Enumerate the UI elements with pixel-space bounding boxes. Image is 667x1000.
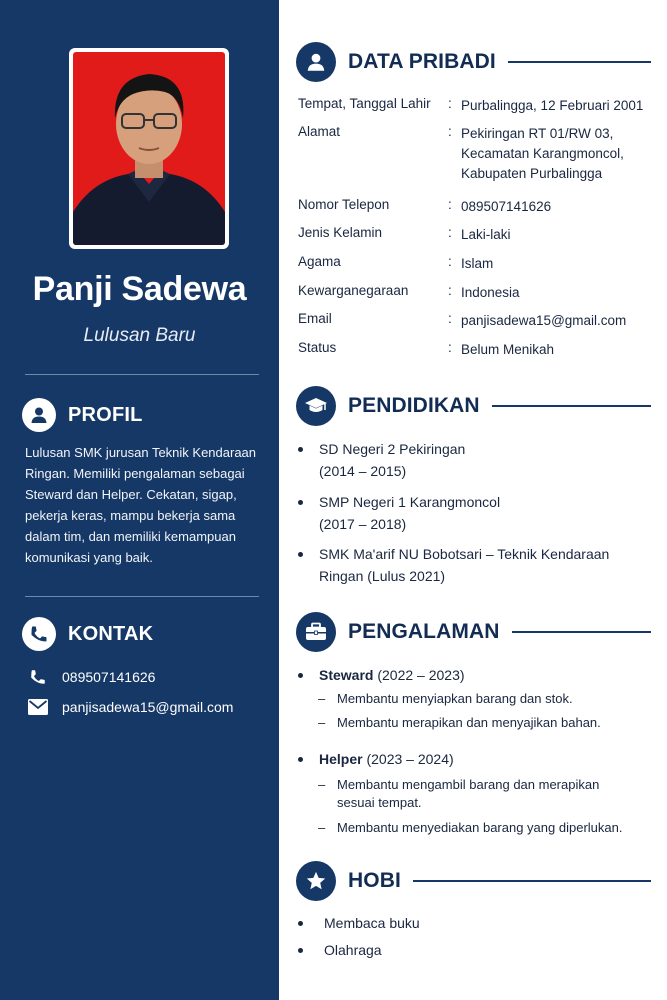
contact-heading-label: KONTAK [68, 622, 154, 645]
sidebar [0, 0, 279, 1000]
education-period: (2014 – 2015) [319, 463, 407, 479]
experience-heading-label: PENGALAMAN [348, 620, 500, 643]
info-key: Email [298, 311, 332, 326]
contact-email: panjisadewa15@gmail.com [62, 699, 234, 715]
heading-rule [508, 61, 651, 63]
info-value: panjisadewa15@gmail.com [461, 313, 627, 328]
job-period: (2023 – 2024) [366, 751, 454, 767]
profile-heading [22, 398, 143, 432]
hobby-text: Olahraga [324, 942, 382, 958]
info-colon: : [448, 96, 452, 111]
phone-icon [22, 617, 56, 651]
info-colon: : [448, 197, 452, 212]
info-colon: : [448, 283, 452, 298]
info-colon: : [448, 340, 452, 355]
bullet-dot [298, 948, 303, 953]
experience-heading [296, 612, 651, 652]
education-school: SD Negeri 2 Pekiringan [319, 441, 466, 457]
info-colon: : [448, 124, 452, 139]
briefcase-icon [296, 612, 336, 652]
job-task-text: Membantu mengambil barang dan merapikan sesuai tempat. [337, 777, 600, 810]
personal-data-heading-label: DATA PRIBADI [348, 50, 496, 73]
education-heading [296, 386, 651, 426]
heading-rule [492, 405, 651, 407]
info-value: Indonesia [461, 285, 520, 300]
heading-rule [512, 631, 652, 633]
info-key: Status [298, 340, 337, 355]
info-value: Laki-laki [461, 227, 511, 242]
phone-icon [28, 667, 48, 687]
profile-photo [73, 52, 225, 245]
info-key: Kewarganegaraan [298, 283, 409, 298]
contact-heading [22, 617, 153, 651]
job-period: (2022 – 2023) [377, 667, 465, 683]
profile-heading-label: PROFIL [68, 403, 143, 426]
job-task-text: Membantu merapikan dan menyajikan bahan. [337, 715, 601, 730]
bullet-dot [298, 552, 303, 557]
hobbies-heading [296, 861, 651, 901]
profile-text: Lulusan SMK jurusan Teknik Kendaraan Ringan. Memiliki pengalaman sebagai Steward dan Helper. Cekatan, sigap, pekerja keras, mampu bekerja sama dalam tim, dan memiliki kemampuan komunikasi yang baik. [25, 445, 257, 565]
bullet-dot [298, 447, 303, 452]
bullet-dot [298, 921, 303, 926]
info-value: Pekiringan RT 01/RW 03, Kecamatan Karangmoncol, Kabupaten Purbalingga [461, 126, 624, 181]
sidebar-divider [25, 596, 259, 597]
job-task-text: Membantu menyiapkan barang dan stok. [337, 691, 573, 706]
candidate-subtitle: Lulusan Baru [83, 325, 196, 346]
info-value: Purbalingga, 12 Februari 2001 [461, 98, 644, 113]
profile-photo-frame [69, 48, 229, 249]
info-colon: : [448, 311, 452, 326]
contact-phone-row [28, 667, 155, 687]
job-role: Steward [319, 667, 374, 683]
bullet-dot [298, 500, 303, 505]
sidebar-divider [25, 374, 259, 375]
info-colon: : [448, 225, 452, 240]
mail-icon [28, 697, 48, 717]
job-task-text: Membantu menyediakan barang yang diperlukan. [337, 820, 623, 835]
heading-rule [413, 880, 651, 882]
info-value: Belum Menikah [461, 342, 555, 357]
education-period: Ringan (Lulus 2021) [319, 568, 446, 584]
education-period: (2017 – 2018) [319, 516, 407, 532]
hobby-text: Membaca buku [324, 915, 420, 931]
person-icon [296, 42, 336, 82]
person-portrait-icon [73, 52, 225, 245]
info-colon: : [448, 254, 452, 269]
contact-phone: 089507141626 [62, 669, 156, 685]
bullet-dot [298, 757, 303, 762]
info-value: 089507141626 [461, 199, 552, 214]
info-key: Nomor Telepon [298, 197, 390, 212]
info-key: Jenis Kelamin [298, 225, 383, 240]
personal-data-heading [296, 42, 651, 82]
graduation-cap-icon [296, 386, 336, 426]
education-school: SMP Negeri 1 Karangmoncol [319, 494, 501, 510]
info-key: Tempat, Tanggal Lahir [298, 96, 431, 111]
person-icon [22, 398, 56, 432]
contact-email-row [28, 697, 233, 717]
star-icon [296, 861, 336, 901]
bullet-dot [298, 673, 303, 678]
education-heading-label: PENDIDIKAN [348, 394, 480, 417]
candidate-name: Panji Sadewa [32, 270, 247, 308]
info-key: Alamat [298, 124, 341, 139]
info-value: Islam [461, 256, 494, 271]
info-key: Agama [298, 254, 341, 269]
education-school: SMK Ma'arif NU Bobotsari – Teknik Kendaraan [319, 546, 610, 562]
hobbies-heading-label: HOBI [348, 869, 401, 892]
job-role: Helper [319, 751, 363, 767]
